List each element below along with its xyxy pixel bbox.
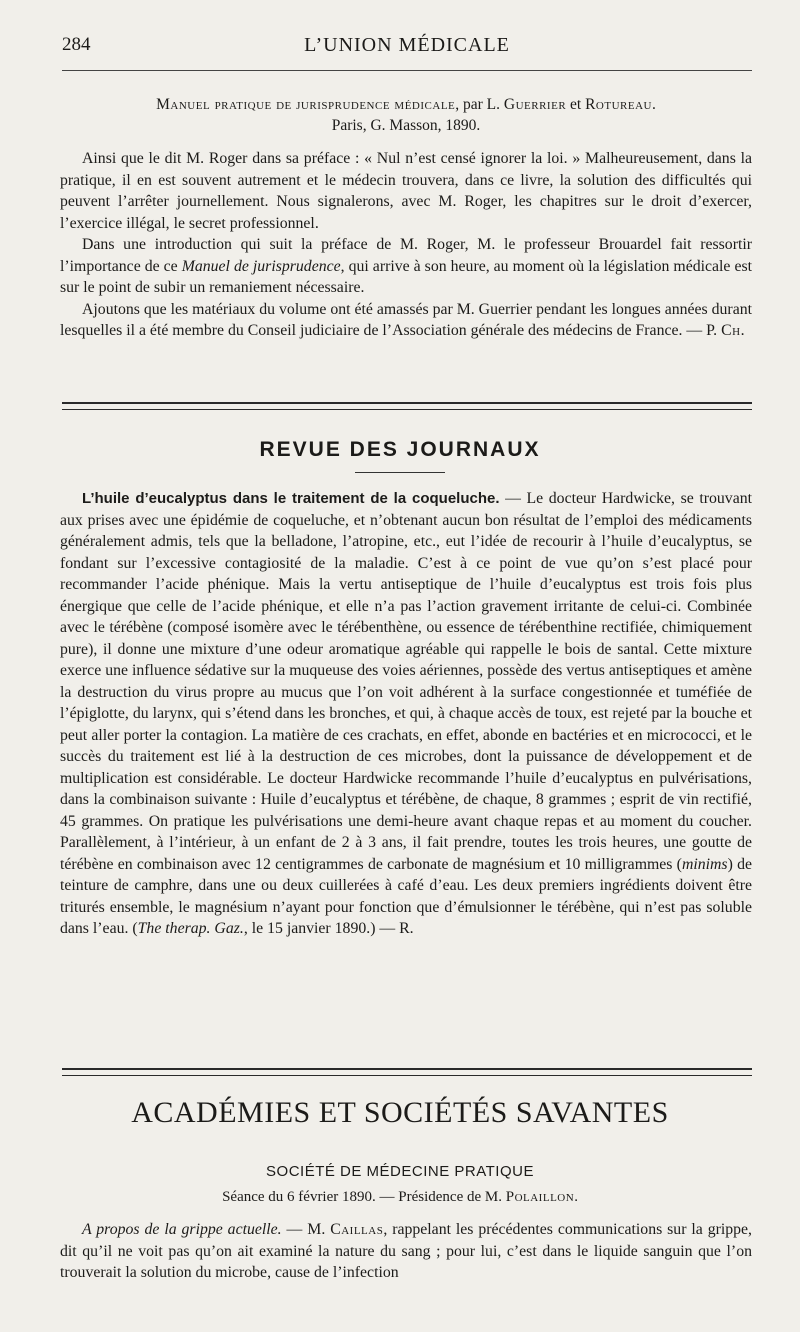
review-signature: Ch <box>721 322 741 339</box>
article-term: minims <box>681 855 728 873</box>
book-author-1: Guerrier <box>503 96 567 113</box>
section-title-academies: ACADÉMIES ET SOCIÉTÉS SAVANTES <box>131 1096 669 1129</box>
title-underline <box>355 472 445 473</box>
section-divider <box>62 402 752 410</box>
book-publisher: Paris, G. Masson, 1890. <box>331 117 481 134</box>
academies-topic: A propos de la grippe actuelle. <box>82 1221 282 1238</box>
journaux-article <box>60 488 752 940</box>
article-text: — Le docteur Hardwicke, se trouvant aux prises avec une épidémie de coqueluche, et n’obtenant aucun bon résultat de l’emploi des médicaments généralement admis, tels que la belladone, l’atropine, etc., eut l’idée de recourir à l’huile d’eucalyptus, se fondant sur l’excessive contagiosité de la maladie. C’est à ce point de vue qu’on s’est placé pour recommander l’acide phénique. Mais la vertu antiseptique de l’huile d’eucalyptus est trois fois plus énergique que celle de l’acide phénique, et elle n’a pas l’action gravement irritante de celui-ci. Combinée avec le térébène (composé isomère avec le térébenthène, ou essence de térébenthine rectifiée, chimiquement pure), il donne une mixture d’une odeur aromatique agréable qui rappelle le bois de santal. Cette mixture exerce une influence sédative sur la muqueuse des voies aériennes, possède des vertus antiseptiques et amène la destruction du virus propre au mucus que l’on voit adhérent à la surface congestionnée et tuméfiée de l’épiglotte, du larynx, qui s’étend dans les bronches, et qui, à chaque accès de toux, est rejeté par la bouche et peut aller porter la contagion. La matière de ces crachats, en effet, abonde en bactéries et en micrococci, et le succès du traitement est lié à la destruction de ces microbes, dont la puissance de développement et de multiplication est considérable. Le docteur Hardwicke recommande l’huile d’eucalyptus en pulvérisations, dans la combinaison suivante : Huile d’eucalyptus et térébène, de chaque, 8 grammes ; esprit de vin rectifié, 45 grammes. On pratique les pulvérisations une demi-heure avant chaque repas et au moment du coucher. Parallèlement, à l’intérieur, à un enfant de 2 à 3 ans, il fait prendre, toutes les trois heures, une goutte de térébène en combinaison avec 12 centigrammes de carbonate de magnésium et 10 milligrammes ( <box>60 490 753 873</box>
article-source: The therap. Gaz. <box>137 920 244 937</box>
article-text-2: ) de teinture de camphre, dans une ou deux cuillerées à café d’eau. Les deux premiers ingrédients doivent être triturés ensemble, le magnésium n’ayant pour fonction que d’émulsionner le térébène, qui n’est pas soluble dans l’eau. ( <box>60 855 752 937</box>
page-number: 284 <box>62 34 91 55</box>
academies-paragraph <box>60 1219 752 1284</box>
academies-text-b: , rappelant les précédentes communications sur la grippe, dit qu’il ne voit pas qu’on ait examiné la nature du sang ; pour lui, c’est dans le liquide sanguin que l’on trouverait la solution du microbe, cause de l’infection <box>60 1221 752 1281</box>
book-ref-end: . <box>651 96 656 113</box>
journaux-paragraph <box>60 488 752 940</box>
review-p2-text: Dans une introduction qui suit la préface de M. Roger, M. le professeur Brouardel fait ressortir l’importance de ce <box>60 236 752 275</box>
review-p2-title: Manuel de jurisprudence <box>181 257 341 275</box>
academies-text <box>60 1219 752 1284</box>
page-header <box>62 34 752 64</box>
review-paragraph-1: Ainsi que le dit M. Roger dans sa préface : « Nul n’est censé ignorer la loi. » Malheureusement, dans la pratique, il en est souvent autrement et le médecin trouvera, dans ce livre, la solution des difficultés qui peuvent l’arrêter journellement. Nous signalerons, avec M. Roger, les chapitres sur le droit d’exercer, l’exercice illégal, le secret professionnel. <box>60 150 752 232</box>
academies-speaker: Caillas <box>330 1221 384 1238</box>
review-p3-text: Ajoutons que les matériaux du volume ont été amassés par M. Guerrier pendant les longues années durant lesquelles il a été membre du Conseil judiciaire de l’Association générale des médecins de France. — P. <box>60 300 752 339</box>
article-text-end: , le 15 janvier 1890.) — R. <box>243 920 414 937</box>
academies-text-a: — M. <box>281 1221 331 1238</box>
header-rule <box>62 70 752 71</box>
book-title: Manuel pratique de jurisprudence médicale <box>156 96 456 113</box>
section-divider-2 <box>62 1068 752 1076</box>
book-review-text <box>60 148 752 342</box>
session-line <box>0 1189 800 1206</box>
book-author-2: Rotureau <box>585 96 652 113</box>
society-title: SOCIÉTÉ DE MÉDECINE PRATIQUE <box>266 1163 534 1180</box>
review-p2-text-end: , qui arrive à son heure, au moment où la législation médicale est sur le point de subir un remaniement nécessaire. <box>60 257 753 296</box>
book-reference <box>60 96 752 114</box>
section-title-journaux: REVUE DES JOURNAUX <box>259 438 541 461</box>
review-p3-end: . <box>740 322 745 339</box>
running-title: L’UNION MÉDICALE <box>304 34 510 56</box>
review-paragraph-3 <box>60 299 752 342</box>
book-and: et <box>566 96 586 113</box>
session-president: Polaillon <box>505 1189 575 1205</box>
review-paragraph-2 <box>60 234 752 299</box>
session-end: . <box>574 1189 578 1205</box>
article-lead: L’huile d’eucalyptus dans le traitement de la coqueluche. <box>82 490 500 507</box>
book-by: , par L. <box>455 96 504 113</box>
session-text: Séance du 6 février 1890. — Présidence de M. <box>222 1189 506 1205</box>
